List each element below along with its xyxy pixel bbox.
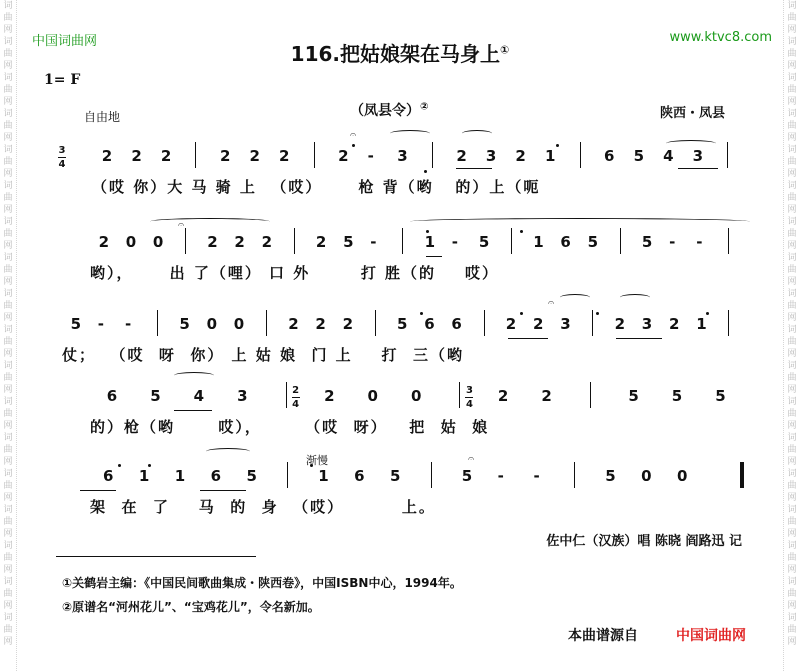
note-digit: 1 — [174, 467, 186, 485]
watermark-glyph: 词 — [3, 505, 13, 515]
note-digit: 2 — [324, 387, 335, 405]
watermark-glyph: 曲 — [787, 265, 797, 275]
watermark-glyph: 曲 — [3, 589, 13, 599]
time-signature-top: 2 — [292, 385, 300, 396]
note-digit: 2 — [338, 147, 349, 165]
note-digit: 2 — [515, 147, 526, 165]
tune-name — [350, 100, 428, 120]
watermark-glyph: 曲 — [787, 49, 797, 59]
note-digit: 2 — [207, 233, 218, 251]
watermark-glyph: 词 — [787, 325, 797, 335]
barline — [580, 142, 581, 168]
watermark-glyph: 词 — [3, 541, 13, 551]
note-digit: 0 — [206, 315, 218, 333]
barline — [728, 228, 729, 254]
footnote-2: ②原谱名“河州花儿”、“宝鸡花儿”，令名新加。 — [62, 600, 320, 614]
note-digit: 3 — [692, 147, 704, 165]
watermark-glyph: 词 — [787, 109, 797, 119]
watermark-glyph: 词 — [3, 289, 13, 299]
watermark-glyph: 网 — [3, 169, 13, 179]
dash-note: - — [533, 467, 540, 485]
watermark-glyph: 词 — [3, 577, 13, 587]
note-digit: 2 — [234, 233, 245, 251]
time-signature-top: 3 — [465, 385, 473, 396]
watermark-glyph: 词 — [3, 397, 13, 407]
octave-dot — [520, 312, 523, 315]
note-digit: 3 — [485, 147, 497, 165]
note-digit: 5 — [246, 467, 257, 485]
watermark-glyph: 网 — [787, 133, 797, 143]
dash-note: - — [370, 233, 377, 251]
barline — [287, 462, 288, 488]
watermark-glyph: 曲 — [3, 85, 13, 95]
octave-dot — [426, 230, 429, 233]
barline — [286, 382, 287, 408]
note-digit: 2 — [342, 315, 354, 333]
barline — [511, 228, 512, 254]
source-label: 本曲谱源自 — [568, 628, 638, 644]
lyric-line: 架 在 了 马 的 身 （哎） 上。 — [90, 498, 436, 516]
lyric-line: 哟）， 出 了（哩） 口 外 打 胜（的 哎） — [90, 264, 499, 282]
watermark-glyph: 网 — [787, 637, 797, 647]
watermark-glyph: 网 — [787, 25, 797, 35]
octave-dot — [424, 170, 427, 173]
watermark-glyph: 网 — [787, 457, 797, 467]
barline — [195, 142, 196, 168]
note-digit: 5 — [343, 233, 354, 251]
lyric-line: （哎 你）大 马 骑 上 （哎） 枪 背（哟 的）上（呃 — [92, 178, 541, 196]
tune-footnote-mark: ② — [420, 101, 429, 113]
note-digit: 3 — [641, 315, 653, 333]
note-digit: 5 — [397, 315, 408, 333]
note-digit: 5 — [715, 387, 726, 405]
note-digit: 5 — [179, 315, 190, 333]
watermark-glyph: 词 — [787, 181, 797, 191]
time-signature-bottom: 4 — [58, 159, 66, 170]
watermark-glyph: 曲 — [787, 157, 797, 167]
note-digit: 6 — [604, 147, 615, 165]
watermark-glyph: 曲 — [787, 409, 797, 419]
barline — [294, 228, 295, 254]
lyric-line: 的）枪（哟 哎）， （哎 呀） 把 姑 娘 — [90, 418, 490, 436]
slur-arc — [560, 294, 590, 301]
watermark-glyph: 网 — [787, 277, 797, 287]
watermark-glyph: 曲 — [3, 229, 13, 239]
watermark-glyph: 曲 — [3, 409, 13, 419]
underline-beat — [80, 490, 116, 491]
watermark-glyph: 曲 — [787, 337, 797, 347]
watermark-glyph: 曲 — [3, 517, 13, 527]
note-digit: 3 — [397, 147, 408, 165]
note-digit: 4 — [663, 147, 674, 165]
watermark-glyph: 曲 — [3, 49, 13, 59]
note-digit: 2 — [160, 147, 172, 165]
note-digit: 2 — [261, 233, 273, 251]
watermark-glyph: 词 — [787, 289, 797, 299]
dash-note: - — [451, 233, 458, 251]
ritardando-marking: 渐慢 — [306, 454, 328, 467]
slur-arc — [620, 294, 650, 301]
time-signature-bar — [465, 397, 473, 398]
dash-note: - — [367, 147, 374, 165]
watermark-glyph: 网 — [787, 421, 797, 431]
slur-arc — [174, 372, 214, 379]
barline — [592, 310, 593, 336]
octave-dot — [118, 464, 121, 467]
underline-beat — [426, 256, 442, 257]
watermark-glyph: 词 — [787, 469, 797, 479]
note-digit: 6 — [560, 233, 571, 251]
side-watermark-left — [0, 0, 17, 671]
watermark-glyph: 网 — [3, 241, 13, 251]
watermark-glyph: 曲 — [787, 589, 797, 599]
note-digit: 5 — [390, 467, 401, 485]
note-digit: 0 — [367, 387, 378, 405]
watermark-glyph: 词 — [3, 37, 13, 47]
watermark-glyph: 网 — [787, 349, 797, 359]
watermark-glyph: 词 — [787, 433, 797, 443]
watermark-glyph: 词 — [3, 217, 13, 227]
barline — [432, 142, 433, 168]
watermark-glyph: 网 — [787, 493, 797, 503]
watermark-glyph: 曲 — [3, 193, 13, 203]
lyric-line: 仗； （哎 呀 你） 上 姑 娘 门 上 打 三（哟 — [62, 346, 465, 364]
dash-note: - — [97, 315, 105, 333]
watermark-glyph: 曲 — [3, 481, 13, 491]
region-label: 陕西・凤县 — [660, 106, 726, 121]
watermark-glyph: 词 — [787, 37, 797, 47]
octave-dot — [706, 312, 709, 315]
note-digit: 1 — [533, 233, 544, 251]
barline — [590, 382, 591, 408]
song-title — [0, 38, 800, 67]
watermark-glyph: 曲 — [787, 373, 797, 383]
note-digit: 5 — [628, 387, 639, 405]
watermark-glyph: 曲 — [3, 121, 13, 131]
note-digit: 5 — [605, 467, 616, 485]
note-digit: 2 — [101, 147, 113, 165]
underline-beat — [200, 490, 246, 491]
watermark-glyph: 曲 — [787, 517, 797, 527]
watermark-glyph: 网 — [3, 349, 13, 359]
slur-arc — [206, 448, 250, 455]
note-digit: 2 — [541, 387, 552, 405]
watermark-glyph: 网 — [3, 313, 13, 323]
note-digit: 2 — [315, 233, 327, 251]
watermark-glyph: 词 — [3, 361, 13, 371]
barline — [574, 462, 575, 488]
note-digit: 2 — [279, 147, 290, 165]
slur-arc — [150, 218, 270, 225]
watermark-glyph: 曲 — [787, 121, 797, 131]
note-digit: 6 — [354, 467, 365, 485]
note-digit: 2 — [669, 315, 680, 333]
watermark-glyph: 词 — [3, 73, 13, 83]
barline — [484, 310, 485, 336]
watermark-glyph: 网 — [3, 25, 13, 35]
note-digit: 0 — [233, 315, 245, 333]
watermark-glyph: 曲 — [787, 193, 797, 203]
watermark-glyph: 网 — [3, 637, 13, 647]
watermark-glyph: 曲 — [787, 301, 797, 311]
note-digit: 5 — [70, 315, 82, 333]
slur-arc — [410, 218, 750, 225]
octave-dot — [596, 312, 599, 315]
time-signature — [292, 385, 300, 410]
watermark-glyph: 曲 — [3, 553, 13, 563]
source-site-link[interactable]: 中国词曲网 — [676, 628, 746, 644]
watermark-glyph: 词 — [3, 181, 13, 191]
underline-beat — [174, 410, 212, 411]
watermark-glyph: 词 — [3, 253, 13, 263]
watermark-glyph: 网 — [787, 601, 797, 611]
note-digit: 1 — [696, 315, 707, 333]
watermark-glyph: 词 — [3, 469, 13, 479]
dash-note: - — [497, 467, 504, 485]
watermark-glyph: 词 — [3, 1, 13, 11]
credits-line: 佐中仁（汉族）唱 陈晓 阎路迅 记 — [546, 534, 742, 549]
note-digit: 0 — [411, 387, 422, 405]
barline — [402, 228, 403, 254]
barline — [727, 142, 728, 168]
slur-arc — [462, 130, 492, 137]
time-signature — [58, 145, 66, 170]
watermark-glyph: 词 — [787, 361, 797, 371]
watermark-glyph: 网 — [787, 205, 797, 215]
watermark-glyph: 网 — [3, 601, 13, 611]
watermark-glyph: 曲 — [3, 265, 13, 275]
watermark-glyph: 词 — [787, 397, 797, 407]
footnote-divider — [56, 556, 256, 557]
watermark-glyph: 网 — [3, 457, 13, 467]
barline — [185, 228, 186, 254]
tempo-marking: 自由地 — [84, 110, 121, 124]
octave-dot — [352, 144, 355, 147]
watermark-glyph: 词 — [787, 541, 797, 551]
note-digit: 2 — [249, 147, 260, 165]
watermark-glyph: 曲 — [787, 229, 797, 239]
watermark-glyph: 词 — [787, 253, 797, 263]
site-url-link[interactable]: www.ktvc8.com — [669, 30, 772, 45]
watermark-glyph: 曲 — [3, 337, 13, 347]
note-digit: 5 — [587, 233, 599, 251]
note-digit: 2 — [533, 315, 544, 333]
watermark-glyph: 曲 — [787, 481, 797, 491]
note-digit: 1 — [138, 467, 150, 485]
octave-dot — [556, 144, 559, 147]
note-digit: 2 — [219, 147, 231, 165]
final-barline — [740, 462, 744, 488]
watermark-glyph: 曲 — [3, 13, 13, 23]
note-digit: 5 — [633, 147, 645, 165]
watermark-glyph: 网 — [3, 97, 13, 107]
watermark-glyph: 网 — [3, 529, 13, 539]
dash-note: - — [669, 233, 676, 251]
note-digit: 2 — [614, 315, 626, 333]
watermark-glyph: 网 — [3, 61, 13, 71]
octave-dot — [148, 464, 151, 467]
fermata-mark: 𝄐 — [350, 128, 357, 141]
note-digit: 3 — [237, 387, 248, 405]
time-signature-bottom: 4 — [465, 399, 473, 410]
watermark-glyph: 网 — [787, 565, 797, 575]
watermark-glyph: 词 — [787, 505, 797, 515]
dash-note: - — [125, 315, 132, 333]
watermark-glyph: 词 — [3, 325, 13, 335]
watermark-glyph: 网 — [787, 529, 797, 539]
octave-dot — [520, 230, 523, 233]
time-signature-bar — [292, 397, 300, 398]
note-digit: 5 — [641, 233, 653, 251]
note-digit: 6 — [102, 467, 114, 485]
note-digit: 2 — [456, 147, 467, 165]
watermark-glyph: 词 — [3, 145, 13, 155]
note-digit: 1 — [544, 147, 556, 165]
watermark-glyph: 词 — [787, 613, 797, 623]
fermata-mark: 𝄐 — [548, 296, 555, 309]
octave-dot — [420, 312, 423, 315]
barline — [266, 310, 267, 336]
note-digit: 2 — [131, 147, 142, 165]
watermark-glyph: 网 — [3, 385, 13, 395]
note-digit: 4 — [193, 387, 205, 405]
note-digit: 1 — [318, 467, 329, 485]
watermark-glyph: 网 — [3, 421, 13, 431]
time-signature-bar — [58, 157, 66, 158]
watermark-glyph: 网 — [787, 313, 797, 323]
watermark-glyph: 网 — [3, 205, 13, 215]
watermark-glyph: 网 — [787, 241, 797, 251]
watermark-glyph: 曲 — [787, 553, 797, 563]
time-signature-top: 3 — [58, 145, 66, 156]
watermark-glyph: 词 — [3, 433, 13, 443]
note-digit: 2 — [497, 387, 509, 405]
watermark-glyph: 曲 — [787, 445, 797, 455]
note-digit: 2 — [505, 315, 517, 333]
note-digit: 5 — [150, 387, 161, 405]
watermark-glyph: 词 — [787, 145, 797, 155]
note-digit: 1 — [424, 233, 436, 251]
note-digit: 5 — [478, 233, 490, 251]
note-digit: 0 — [641, 467, 652, 485]
watermark-glyph: 词 — [787, 217, 797, 227]
barline — [157, 310, 158, 336]
barline — [459, 382, 460, 408]
song-title-text: 116.把姑娘架在马身上 — [290, 42, 501, 66]
watermark-glyph: 曲 — [3, 373, 13, 383]
watermark-glyph: 词 — [3, 109, 13, 119]
time-signature — [465, 385, 473, 410]
watermark-glyph: 网 — [3, 133, 13, 143]
watermark-glyph: 网 — [787, 61, 797, 71]
underline-beat — [456, 168, 492, 169]
watermark-glyph: 曲 — [3, 625, 13, 635]
watermark-glyph: 曲 — [787, 13, 797, 23]
slur-arc — [390, 130, 430, 137]
note-digit: 2 — [315, 315, 326, 333]
note-digit: 6 — [210, 467, 222, 485]
slur-arc — [666, 140, 716, 147]
watermark-glyph: 网 — [787, 169, 797, 179]
note-digit: 6 — [451, 315, 462, 333]
watermark-glyph: 词 — [787, 73, 797, 83]
note-digit: 3 — [560, 315, 571, 333]
underline-beat — [616, 338, 662, 339]
fermata-mark: 𝄐 — [178, 218, 185, 231]
key-signature: 1= F — [44, 72, 81, 88]
note-digit: 2 — [288, 315, 299, 333]
note-digit: 5 — [671, 387, 683, 405]
footnote-1: ①关鹤岩主编：《中国民间歌曲集成・陕西卷》，中国ISBN中心，1994年。 — [62, 576, 462, 590]
side-watermark-right — [783, 0, 800, 671]
note-digit: 2 — [98, 233, 110, 251]
watermark-glyph: 曲 — [3, 157, 13, 167]
underline-beat — [678, 168, 718, 169]
title-footnote-mark: ① — [500, 43, 510, 57]
underline-beat — [508, 338, 548, 339]
watermark-glyph: 网 — [3, 277, 13, 287]
note-digit: 5 — [461, 467, 473, 485]
tune-name-text: （凤县令） — [350, 103, 420, 119]
barline — [314, 142, 315, 168]
site-name-link[interactable]: 中国词曲网 — [32, 34, 98, 49]
watermark-glyph: 网 — [3, 565, 13, 575]
time-signature-bottom: 4 — [292, 399, 300, 410]
dash-note: - — [696, 233, 703, 251]
watermark-glyph: 曲 — [3, 445, 13, 455]
watermark-glyph: 词 — [3, 613, 13, 623]
note-digit: 6 — [424, 315, 435, 333]
barline — [431, 462, 432, 488]
barline — [728, 310, 729, 336]
note-digit: 0 — [677, 467, 688, 485]
barline — [375, 310, 376, 336]
watermark-glyph: 网 — [787, 385, 797, 395]
note-digit: 0 — [125, 233, 137, 251]
watermark-glyph: 曲 — [3, 301, 13, 311]
fermata-mark: 𝄐 — [468, 452, 475, 465]
barline — [620, 228, 621, 254]
watermark-glyph: 网 — [787, 97, 797, 107]
watermark-glyph: 词 — [787, 1, 797, 11]
note-digit: 6 — [106, 387, 118, 405]
note-digit: 0 — [152, 233, 164, 251]
watermark-glyph: 词 — [787, 577, 797, 587]
watermark-glyph: 曲 — [787, 625, 797, 635]
watermark-glyph: 曲 — [787, 85, 797, 95]
watermark-glyph: 网 — [3, 493, 13, 503]
